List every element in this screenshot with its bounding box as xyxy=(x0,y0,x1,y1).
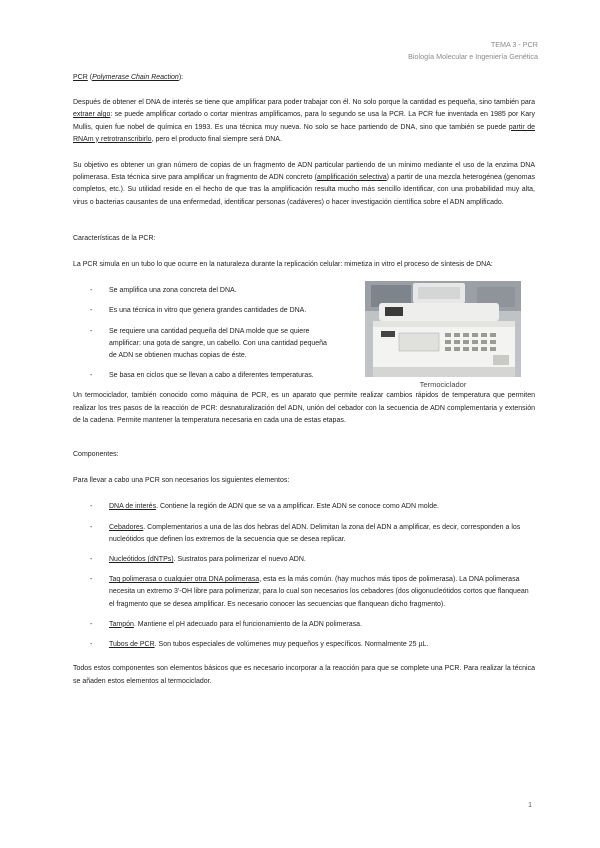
underlined-term: partir de RNAm y retrotranscribirlo xyxy=(73,123,536,143)
list-item xyxy=(73,326,335,363)
intro-text: Después de obtener el DNA de interés se tiene que amplificar para poder trabajar con él. No solo porque la cantidad es pequeña, sino también para xyxy=(73,99,535,107)
components-list xyxy=(73,501,535,651)
component-term: Taq polimerasa o cualquier otra DNA polimerasa xyxy=(109,576,260,584)
document-title: PCR (Polymerase Chain Reaction): xyxy=(73,74,184,81)
intro-paragraph-1 xyxy=(73,97,535,146)
components-closing: Todos estos componentes son elementos básicos que es necesario incorporar a la reacción para que se complete una PCR. Para realizar la técnica se añaden estos elementos al termociclador. xyxy=(73,665,535,685)
list-item xyxy=(73,285,335,297)
list-item xyxy=(73,619,535,631)
list-item xyxy=(73,574,535,611)
page-number: 1 xyxy=(528,802,532,809)
intro-text: : se puede amplificar cortado o cortar mientras amplificamos, para lo segundo se usa la PCR. La PCR fue inventada en 1985 por Kary Mullis, quien fue nobel de química en 1993. Es una técnica muy nueva. No solo se hace partiendo de DNA, sino que también se puede xyxy=(73,111,535,131)
intro-text: Su objetivo es obtener un gran número de copias de un fragmento de ADN particular partiendo de un mínimo mediante el uso de la enzima DNA polimerasa. Esta técnica sirve para amplificar un fragmento de ADN concreto ( xyxy=(73,162,535,182)
list-item xyxy=(73,305,335,317)
underlined-term: extraer algo xyxy=(73,111,111,119)
list-item xyxy=(73,501,535,513)
document-body xyxy=(73,72,535,702)
bullet-dash: - xyxy=(90,620,93,628)
component-term: Tubos de PCR xyxy=(109,641,155,649)
bullet-dash: - xyxy=(90,576,93,584)
component-description: . Complementarios a una de las dos hebras del ADN. Delimitan la zona del ADN a amplificar, es decir, corresponden a los nucleótidos que definen los extremos de la secuencia que se desea replicar. xyxy=(109,523,521,543)
characteristics-heading: Características de la PCR: xyxy=(73,234,156,242)
title-close: ): xyxy=(178,74,184,81)
characteristics-block xyxy=(73,259,535,390)
intro-paragraph-2 xyxy=(73,160,535,209)
underlined-term: amplificación selectiva xyxy=(316,174,387,182)
bullet-dash: - xyxy=(90,372,93,380)
component-description: . Contiene la región de ADN que se va a amplificar. Este ADN se conoce como ADN molde. xyxy=(156,503,439,511)
title-expansion: Polymerase Chain Reaction xyxy=(92,74,179,81)
thermocycler-paragraph: Un termociclador, también conocido como máquina de PCR, es un aparato que permite realizar cambios rápidos de temperatura que permiten realizar los tres pasos de la reacción de PCR: desnaturalización del ADN, unión del cebador con la secuencia de ADN complementaria y extensión de la cadena. Permite mantener la temperatura necesaria en cada una de estas etapas. xyxy=(73,392,535,424)
figure-caption: Termociclador xyxy=(419,380,467,390)
bullet-dash: - xyxy=(90,307,93,315)
component-term: Nucleótidos (dNTPs) xyxy=(109,556,174,564)
list-item-text: Es una técnica in vitro que genera grandes cantidades de DNA. xyxy=(109,307,307,315)
list-item xyxy=(73,554,535,566)
bullet-dash: - xyxy=(90,641,93,649)
component-term: DNA de interés xyxy=(109,503,157,511)
component-term: Cebadores xyxy=(109,523,144,531)
components-heading: Componentes: xyxy=(73,451,119,459)
characteristics-list xyxy=(73,285,335,382)
thermocycler-image xyxy=(365,281,521,377)
thermocycler-figure xyxy=(365,281,521,391)
component-description: , esta es la más común. (hay muchos más tipos de polimerasa). La DNA polimerasa necesita un extremo 3'-OH libre para polimerizar, para lo cual son necesarios los cebadores (dos oligonucleótidos cortos que flanquean el fragmento que se desea amplificar. Es necesario conocer las secuencias que flanquean dicho fragmento). xyxy=(109,576,529,608)
bullet-dash: - xyxy=(90,556,93,564)
component-description: . Son tubos especiales de volúmenes muy pequeños y específicos. Normalmente 25 µL. xyxy=(154,641,429,649)
component-description: . Sustratos para polimerizar el nuevo ADN. xyxy=(173,556,306,564)
list-item xyxy=(73,370,335,382)
list-item xyxy=(73,522,535,546)
component-term: Tampón xyxy=(109,620,134,628)
bullet-dash: - xyxy=(90,523,93,531)
list-item-text: Se basa en ciclos que se llevan a cabo a diferentes temperaturas. xyxy=(109,372,314,380)
component-description: . Mantiene el pH adecuado para el funcionamiento de la ADN polimerasa. xyxy=(133,620,362,628)
list-item-text: Se requiere una cantidad pequeña del DNA molde que se quiere amplificar: una gota de sangre, un cabello. Con una cantidad pequeña de ADN se obtienen muchas copias de éste. xyxy=(109,327,327,360)
header-topic: TEMA 3 - PCR xyxy=(490,40,538,49)
title-acronym: PCR xyxy=(73,74,88,81)
intro-text: ) a partir de una mezcla heterogénea (genomas completos, etc.). Su utilidad reside en el hecho de que tras la amplificación resulta mucho más sencillo identificar, con una probabilidad muy alta, virus o bacterias causantes de una enfermedad, identificar personas (cadáveres) o hacer investigación científica sobre el ADN amplificado. xyxy=(73,174,535,206)
page-header xyxy=(408,39,538,63)
bullet-dash: - xyxy=(90,327,93,335)
bullet-dash: - xyxy=(90,287,93,295)
components-intro: Para llevar a cabo una PCR son necesarios los siguientes elementos: xyxy=(73,477,290,485)
header-subject: Biología Molecular e Ingeniería Genética xyxy=(408,52,538,61)
characteristics-intro: La PCR simula en un tubo lo que ocurre en la naturaleza durante la replicación celular: mimetiza in vitro el proceso de síntesis de DNA: xyxy=(73,261,493,269)
list-item-text: Se amplifica una zona concreta del DNA. xyxy=(109,287,237,295)
bullet-dash: - xyxy=(90,503,93,511)
list-item xyxy=(73,639,535,651)
intro-text: , pero el producto final siempre será DNA. xyxy=(151,135,282,143)
